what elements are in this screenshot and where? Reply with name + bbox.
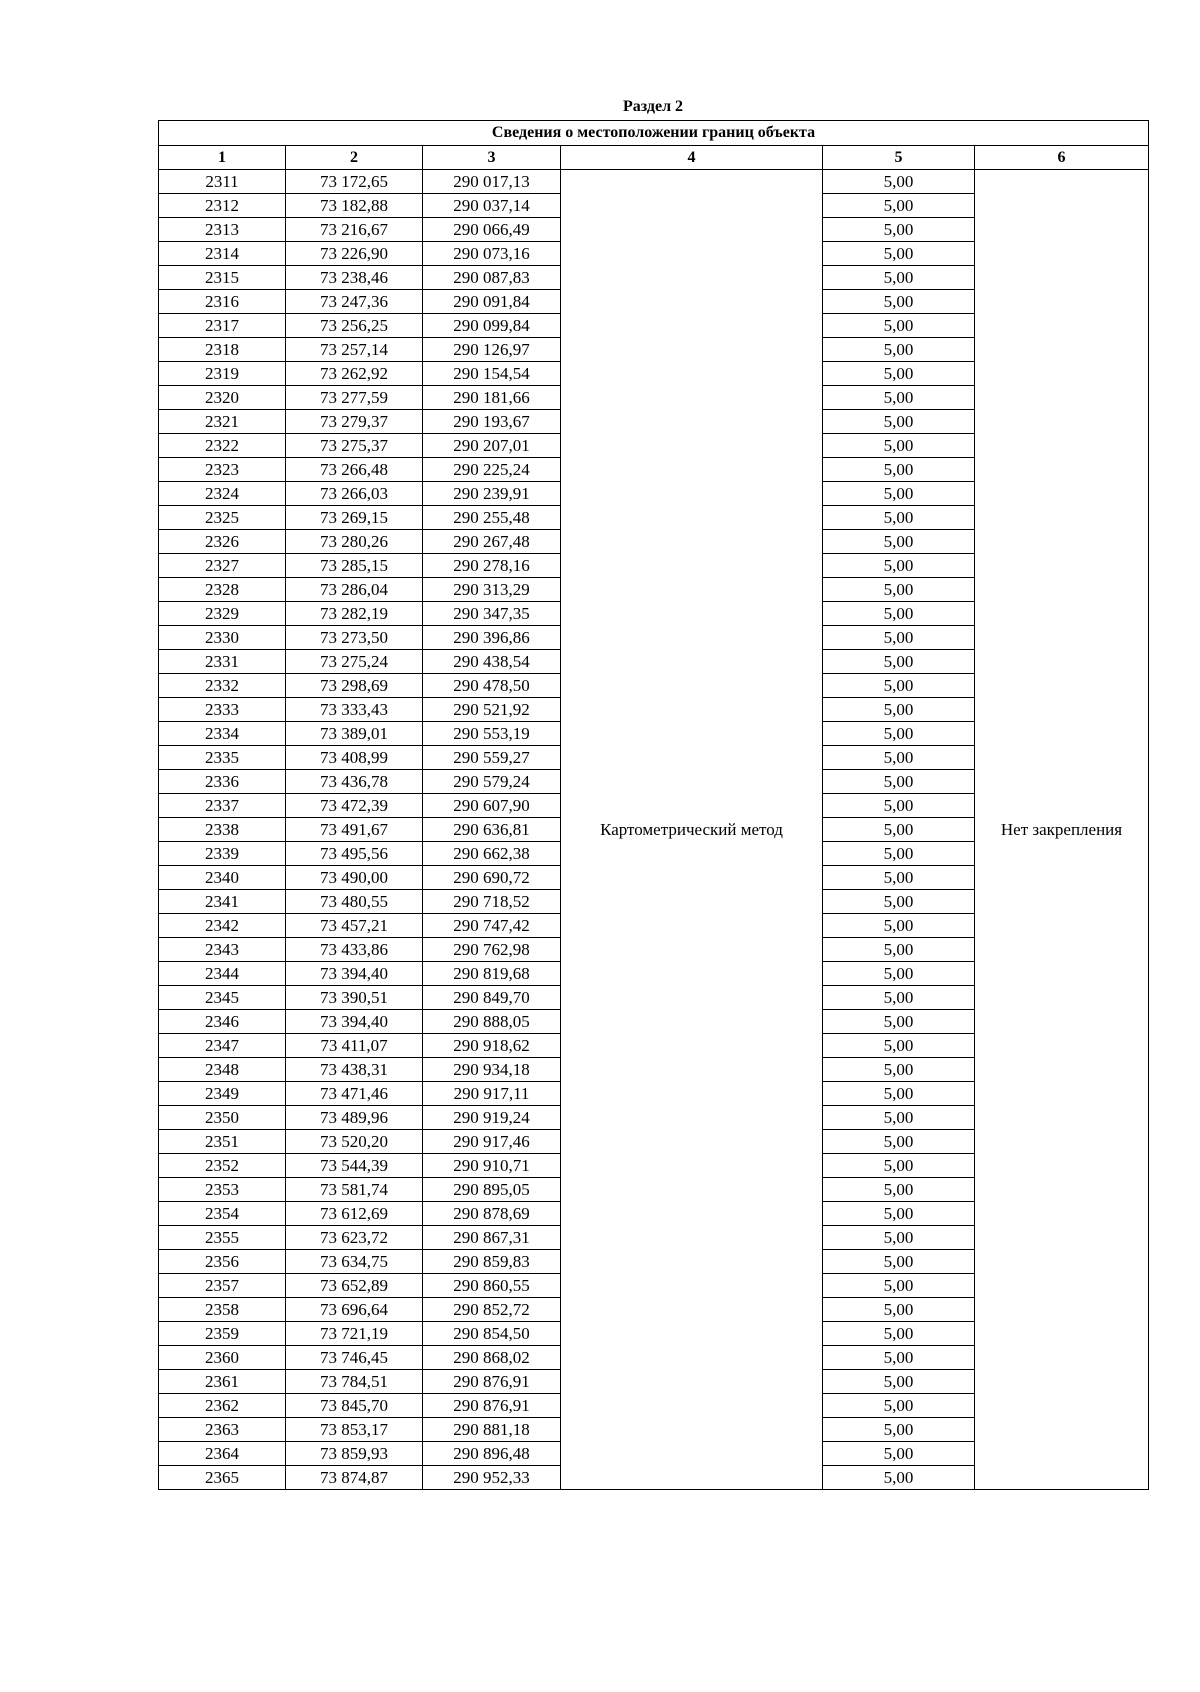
x-coordinate-cell: 73 266,03 (286, 482, 423, 506)
y-coordinate-cell: 290 225,24 (423, 458, 561, 482)
point-number-cell: 2320 (159, 386, 286, 410)
accuracy-cell: 5,00 (823, 1034, 975, 1058)
x-coordinate-cell: 73 389,01 (286, 722, 423, 746)
y-coordinate-cell: 290 662,38 (423, 842, 561, 866)
point-number-cell: 2326 (159, 530, 286, 554)
point-number-cell: 2332 (159, 674, 286, 698)
point-number-cell: 2360 (159, 1346, 286, 1370)
x-coordinate-cell: 73 182,88 (286, 194, 423, 218)
point-number-cell: 2356 (159, 1250, 286, 1274)
point-number-cell: 2331 (159, 650, 286, 674)
accuracy-cell: 5,00 (823, 338, 975, 362)
point-number-cell: 2311 (159, 170, 286, 194)
accuracy-cell: 5,00 (823, 1418, 975, 1442)
point-number-cell: 2364 (159, 1442, 286, 1466)
point-number-cell: 2315 (159, 266, 286, 290)
y-coordinate-cell: 290 091,84 (423, 290, 561, 314)
y-coordinate-cell: 290 255,48 (423, 506, 561, 530)
section-title: Раздел 2 (622, 98, 684, 115)
y-coordinate-cell: 290 917,46 (423, 1130, 561, 1154)
accuracy-cell: 5,00 (823, 242, 975, 266)
x-coordinate-cell: 73 784,51 (286, 1370, 423, 1394)
x-coordinate-cell: 73 859,93 (286, 1442, 423, 1466)
x-coordinate-cell: 73 256,25 (286, 314, 423, 338)
y-coordinate-cell: 290 854,50 (423, 1322, 561, 1346)
point-number-cell: 2361 (159, 1370, 286, 1394)
accuracy-cell: 5,00 (823, 1370, 975, 1394)
accuracy-cell: 5,00 (823, 674, 975, 698)
point-number-cell: 2316 (159, 290, 286, 314)
y-coordinate-cell: 290 859,83 (423, 1250, 561, 1274)
point-number-cell: 2350 (159, 1106, 286, 1130)
y-coordinate-cell: 290 579,24 (423, 770, 561, 794)
point-number-cell: 2335 (159, 746, 286, 770)
y-coordinate-cell: 290 207,01 (423, 434, 561, 458)
accuracy-cell: 5,00 (823, 554, 975, 578)
point-number-cell: 2352 (159, 1154, 286, 1178)
x-coordinate-cell: 73 721,19 (286, 1322, 423, 1346)
point-number-cell: 2359 (159, 1322, 286, 1346)
accuracy-cell: 5,00 (823, 1346, 975, 1370)
y-coordinate-cell: 290 521,92 (423, 698, 561, 722)
fixing-cell: Нет закрепления (975, 170, 1149, 1490)
y-coordinate-cell: 290 919,24 (423, 1106, 561, 1130)
accuracy-cell: 5,00 (823, 170, 975, 194)
point-number-cell: 2314 (159, 242, 286, 266)
point-number-cell: 2365 (159, 1466, 286, 1490)
x-coordinate-cell: 73 280,26 (286, 530, 423, 554)
point-number-cell: 2338 (159, 818, 286, 842)
x-coordinate-cell: 73 495,56 (286, 842, 423, 866)
point-number-cell: 2342 (159, 914, 286, 938)
y-coordinate-cell: 290 888,05 (423, 1010, 561, 1034)
x-coordinate-cell: 73 216,67 (286, 218, 423, 242)
x-coordinate-cell: 73 279,37 (286, 410, 423, 434)
x-coordinate-cell: 73 226,90 (286, 242, 423, 266)
x-coordinate-cell: 73 581,74 (286, 1178, 423, 1202)
point-number-cell: 2336 (159, 770, 286, 794)
y-coordinate-cell: 290 396,86 (423, 626, 561, 650)
y-coordinate-cell: 290 239,91 (423, 482, 561, 506)
x-coordinate-cell: 73 390,51 (286, 986, 423, 1010)
point-number-cell: 2319 (159, 362, 286, 386)
accuracy-cell: 5,00 (823, 746, 975, 770)
accuracy-cell: 5,00 (823, 362, 975, 386)
x-coordinate-cell: 73 333,43 (286, 698, 423, 722)
point-number-cell: 2349 (159, 1082, 286, 1106)
y-coordinate-cell: 290 066,49 (423, 218, 561, 242)
accuracy-cell: 5,00 (823, 914, 975, 938)
accuracy-cell: 5,00 (823, 1082, 975, 1106)
column-number: 3 (423, 146, 561, 170)
point-number-cell: 2329 (159, 602, 286, 626)
point-number-cell: 2340 (159, 866, 286, 890)
x-coordinate-cell: 73 266,48 (286, 458, 423, 482)
x-coordinate-cell: 73 471,46 (286, 1082, 423, 1106)
x-coordinate-cell: 73 874,87 (286, 1466, 423, 1490)
x-coordinate-cell: 73 273,50 (286, 626, 423, 650)
y-coordinate-cell: 290 762,98 (423, 938, 561, 962)
y-coordinate-cell: 290 747,42 (423, 914, 561, 938)
y-coordinate-cell: 290 917,11 (423, 1082, 561, 1106)
y-coordinate-cell: 290 896,48 (423, 1442, 561, 1466)
point-number-cell: 2325 (159, 506, 286, 530)
x-coordinate-cell: 73 433,86 (286, 938, 423, 962)
x-coordinate-cell: 73 298,69 (286, 674, 423, 698)
accuracy-cell: 5,00 (823, 1106, 975, 1130)
point-number-cell: 2358 (159, 1298, 286, 1322)
y-coordinate-cell: 290 607,90 (423, 794, 561, 818)
y-coordinate-cell: 290 193,67 (423, 410, 561, 434)
x-coordinate-cell: 73 544,39 (286, 1154, 423, 1178)
x-coordinate-cell: 73 282,19 (286, 602, 423, 626)
accuracy-cell: 5,00 (823, 290, 975, 314)
accuracy-cell: 5,00 (823, 1226, 975, 1250)
y-coordinate-cell: 290 849,70 (423, 986, 561, 1010)
point-number-cell: 2324 (159, 482, 286, 506)
point-number-cell: 2318 (159, 338, 286, 362)
x-coordinate-cell: 73 623,72 (286, 1226, 423, 1250)
accuracy-cell: 5,00 (823, 1010, 975, 1034)
point-number-cell: 2357 (159, 1274, 286, 1298)
point-number-cell: 2337 (159, 794, 286, 818)
accuracy-cell: 5,00 (823, 1130, 975, 1154)
y-coordinate-cell: 290 087,83 (423, 266, 561, 290)
x-coordinate-cell: 73 853,17 (286, 1418, 423, 1442)
point-number-cell: 2354 (159, 1202, 286, 1226)
accuracy-cell: 5,00 (823, 986, 975, 1010)
point-number-cell: 2355 (159, 1226, 286, 1250)
x-coordinate-cell: 73 275,24 (286, 650, 423, 674)
accuracy-cell: 5,00 (823, 938, 975, 962)
accuracy-cell: 5,00 (823, 842, 975, 866)
point-number-cell: 2313 (159, 218, 286, 242)
x-coordinate-cell: 73 238,46 (286, 266, 423, 290)
table-caption: Сведения о местоположении границ объекта (159, 121, 1149, 146)
y-coordinate-cell: 290 690,72 (423, 866, 561, 890)
point-number-cell: 2328 (159, 578, 286, 602)
accuracy-cell: 5,00 (823, 218, 975, 242)
x-coordinate-cell: 73 411,07 (286, 1034, 423, 1058)
accuracy-cell: 5,00 (823, 1466, 975, 1490)
y-coordinate-cell: 290 099,84 (423, 314, 561, 338)
point-number-cell: 2343 (159, 938, 286, 962)
accuracy-cell: 5,00 (823, 1274, 975, 1298)
column-number: 5 (823, 146, 975, 170)
x-coordinate-cell: 73 436,78 (286, 770, 423, 794)
point-number-cell: 2345 (159, 986, 286, 1010)
accuracy-cell: 5,00 (823, 1298, 975, 1322)
point-number-cell: 2353 (159, 1178, 286, 1202)
y-coordinate-cell: 290 267,48 (423, 530, 561, 554)
y-coordinate-cell: 290 868,02 (423, 1346, 561, 1370)
y-coordinate-cell: 290 934,18 (423, 1058, 561, 1082)
x-coordinate-cell: 73 480,55 (286, 890, 423, 914)
y-coordinate-cell: 290 313,29 (423, 578, 561, 602)
y-coordinate-cell: 290 636,81 (423, 818, 561, 842)
y-coordinate-cell: 290 895,05 (423, 1178, 561, 1202)
column-number: 6 (975, 146, 1149, 170)
point-number-cell: 2321 (159, 410, 286, 434)
y-coordinate-cell: 290 876,91 (423, 1370, 561, 1394)
accuracy-cell: 5,00 (823, 194, 975, 218)
y-coordinate-cell: 290 860,55 (423, 1274, 561, 1298)
accuracy-cell: 5,00 (823, 1154, 975, 1178)
accuracy-cell: 5,00 (823, 1178, 975, 1202)
column-number: 2 (286, 146, 423, 170)
point-number-cell: 2348 (159, 1058, 286, 1082)
method-cell: Картометрический метод (561, 170, 823, 1490)
accuracy-cell: 5,00 (823, 722, 975, 746)
y-coordinate-cell: 290 852,72 (423, 1298, 561, 1322)
y-coordinate-cell: 290 126,97 (423, 338, 561, 362)
accuracy-cell: 5,00 (823, 818, 975, 842)
y-coordinate-cell: 290 718,52 (423, 890, 561, 914)
point-number-cell: 2322 (159, 434, 286, 458)
x-coordinate-cell: 73 520,20 (286, 1130, 423, 1154)
accuracy-cell: 5,00 (823, 458, 975, 482)
x-coordinate-cell: 73 172,65 (286, 170, 423, 194)
y-coordinate-cell: 290 910,71 (423, 1154, 561, 1178)
y-coordinate-cell: 290 037,14 (423, 194, 561, 218)
y-coordinate-cell: 290 017,13 (423, 170, 561, 194)
x-coordinate-cell: 73 269,15 (286, 506, 423, 530)
accuracy-cell: 5,00 (823, 1250, 975, 1274)
point-number-cell: 2333 (159, 698, 286, 722)
y-coordinate-cell: 290 154,54 (423, 362, 561, 386)
x-coordinate-cell: 73 394,40 (286, 962, 423, 986)
accuracy-cell: 5,00 (823, 266, 975, 290)
accuracy-cell: 5,00 (823, 530, 975, 554)
x-coordinate-cell: 73 275,37 (286, 434, 423, 458)
table-body (159, 170, 1149, 1490)
y-coordinate-cell: 290 478,50 (423, 674, 561, 698)
y-coordinate-cell: 290 876,91 (423, 1394, 561, 1418)
x-coordinate-cell: 73 438,31 (286, 1058, 423, 1082)
point-number-cell: 2339 (159, 842, 286, 866)
x-coordinate-cell: 73 408,99 (286, 746, 423, 770)
accuracy-cell: 5,00 (823, 866, 975, 890)
point-number-cell: 2312 (159, 194, 286, 218)
x-coordinate-cell: 73 696,64 (286, 1298, 423, 1322)
accuracy-cell: 5,00 (823, 314, 975, 338)
y-coordinate-cell: 290 878,69 (423, 1202, 561, 1226)
x-coordinate-cell: 73 612,69 (286, 1202, 423, 1226)
table-caption-row (159, 121, 1149, 146)
x-coordinate-cell: 73 634,75 (286, 1250, 423, 1274)
y-coordinate-cell: 290 559,27 (423, 746, 561, 770)
y-coordinate-cell: 290 881,18 (423, 1418, 561, 1442)
accuracy-cell: 5,00 (823, 650, 975, 674)
accuracy-cell: 5,00 (823, 410, 975, 434)
column-number-row (159, 146, 1149, 170)
x-coordinate-cell: 73 489,96 (286, 1106, 423, 1130)
y-coordinate-cell: 290 073,16 (423, 242, 561, 266)
accuracy-cell: 5,00 (823, 626, 975, 650)
x-coordinate-cell: 73 652,89 (286, 1274, 423, 1298)
x-coordinate-cell: 73 845,70 (286, 1394, 423, 1418)
y-coordinate-cell: 290 867,31 (423, 1226, 561, 1250)
x-coordinate-cell: 73 277,59 (286, 386, 423, 410)
accuracy-cell: 5,00 (823, 1202, 975, 1226)
point-number-cell: 2323 (159, 458, 286, 482)
accuracy-cell: 5,00 (823, 506, 975, 530)
y-coordinate-cell: 290 278,16 (423, 554, 561, 578)
boundary-coordinates-table (158, 120, 1149, 1490)
point-number-cell: 2330 (159, 626, 286, 650)
accuracy-cell: 5,00 (823, 578, 975, 602)
x-coordinate-cell: 73 247,36 (286, 290, 423, 314)
y-coordinate-cell: 290 553,19 (423, 722, 561, 746)
x-coordinate-cell: 73 490,00 (286, 866, 423, 890)
y-coordinate-cell: 290 819,68 (423, 962, 561, 986)
accuracy-cell: 5,00 (823, 794, 975, 818)
y-coordinate-cell: 290 181,66 (423, 386, 561, 410)
accuracy-cell: 5,00 (823, 602, 975, 626)
x-coordinate-cell: 73 457,21 (286, 914, 423, 938)
accuracy-cell: 5,00 (823, 434, 975, 458)
accuracy-cell: 5,00 (823, 770, 975, 794)
accuracy-cell: 5,00 (823, 962, 975, 986)
column-number: 4 (561, 146, 823, 170)
y-coordinate-cell: 290 952,33 (423, 1466, 561, 1490)
x-coordinate-cell: 73 394,40 (286, 1010, 423, 1034)
accuracy-cell: 5,00 (823, 482, 975, 506)
accuracy-cell: 5,00 (823, 1322, 975, 1346)
x-coordinate-cell: 73 472,39 (286, 794, 423, 818)
point-number-cell: 2346 (159, 1010, 286, 1034)
accuracy-cell: 5,00 (823, 1058, 975, 1082)
point-number-cell: 2347 (159, 1034, 286, 1058)
point-number-cell: 2351 (159, 1130, 286, 1154)
x-coordinate-cell: 73 746,45 (286, 1346, 423, 1370)
accuracy-cell: 5,00 (823, 386, 975, 410)
point-number-cell: 2334 (159, 722, 286, 746)
x-coordinate-cell: 73 257,14 (286, 338, 423, 362)
x-coordinate-cell: 73 285,15 (286, 554, 423, 578)
accuracy-cell: 5,00 (823, 1394, 975, 1418)
x-coordinate-cell: 73 286,04 (286, 578, 423, 602)
accuracy-cell: 5,00 (823, 890, 975, 914)
accuracy-cell: 5,00 (823, 1442, 975, 1466)
point-number-cell: 2317 (159, 314, 286, 338)
point-number-cell: 2341 (159, 890, 286, 914)
x-coordinate-cell: 73 491,67 (286, 818, 423, 842)
y-coordinate-cell: 290 918,62 (423, 1034, 561, 1058)
point-number-cell: 2363 (159, 1418, 286, 1442)
table-row (159, 170, 1149, 194)
point-number-cell: 2344 (159, 962, 286, 986)
point-number-cell: 2327 (159, 554, 286, 578)
x-coordinate-cell: 73 262,92 (286, 362, 423, 386)
y-coordinate-cell: 290 438,54 (423, 650, 561, 674)
accuracy-cell: 5,00 (823, 698, 975, 722)
column-number: 1 (159, 146, 286, 170)
point-number-cell: 2362 (159, 1394, 286, 1418)
y-coordinate-cell: 290 347,35 (423, 602, 561, 626)
